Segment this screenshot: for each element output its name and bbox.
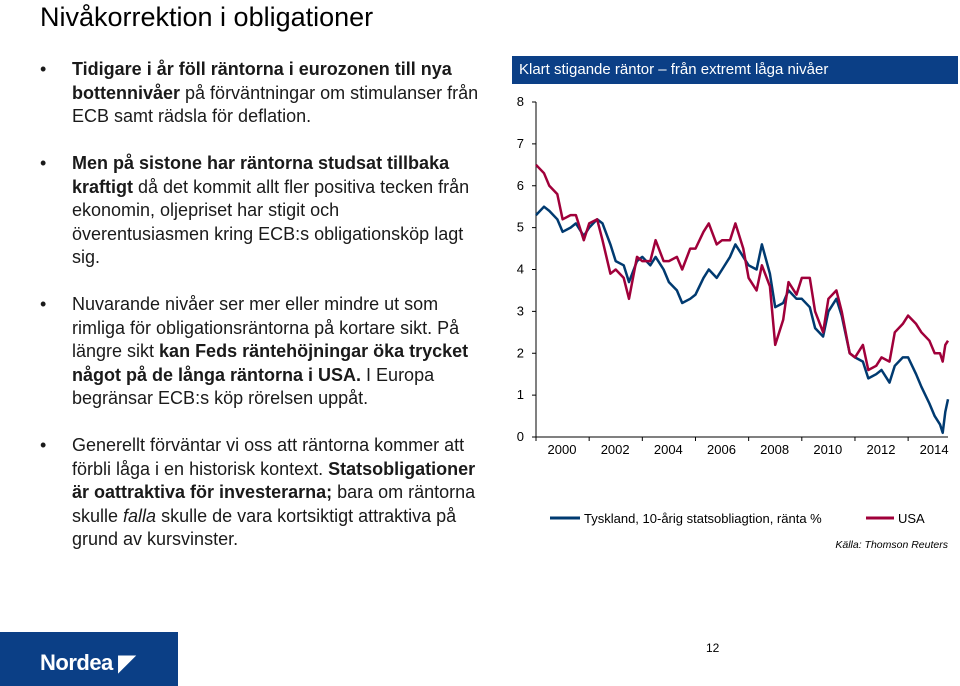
bullet-text-run: kan Feds räntehöjningar öka trycket något på de långa räntorna i USA.	[72, 341, 469, 385]
bullet-text-run: Tidigare i år föll räntorna i eurozonen till nya bottennivåer	[72, 59, 452, 103]
y-tick-label: 7	[516, 135, 524, 151]
legend-label-usa: USA	[898, 511, 925, 526]
x-tick-label: 2010	[813, 442, 843, 457]
legend-label-germany: Tyskland, 10-årig statsobliagtion, ränta %	[584, 511, 822, 526]
y-tick-label: 6	[516, 177, 524, 193]
bullet-dot-icon: •	[40, 294, 47, 314]
bullet-dot-icon: •	[40, 153, 47, 173]
slide-title: Nivåkorrektion i obligationer	[40, 2, 374, 32]
bullet-item	[40, 152, 480, 270]
bullet-text-run: I Europa begränsar ECB:s köp rörelsen uppåt.	[72, 364, 435, 408]
bullet-item	[40, 293, 480, 411]
bullet-item	[40, 434, 480, 552]
bullet-text-run: Statsobligationer är oattraktiva för investerarna;	[72, 458, 476, 502]
bullet-text-run: falla	[123, 505, 157, 526]
bullet-dot-icon: •	[40, 435, 47, 455]
y-tick-label: 2	[516, 345, 524, 361]
footer-background	[178, 632, 960, 686]
bullet-text-run: Nuvarande nivåer ser mer eller mindre ut som rimliga för obligationsräntorna på kortare sikt. På längre sikt	[72, 294, 460, 361]
y-tick-label: 4	[516, 261, 524, 277]
bullet-text-run: skulle de vara kortsiktigt attraktiva på grund av kursvinster.	[72, 505, 457, 549]
page-number: 12	[706, 641, 720, 655]
bullet-item	[40, 58, 480, 129]
bullet-text-run: Men på sistone har räntorna studsat tillbaka kraftigt	[72, 153, 450, 197]
bullet-text-run: på förväntningar om stimulanser från ECB samt rädsla för deflation.	[72, 82, 479, 126]
bullet-text-run: Generellt förväntar vi oss att räntorna kommer att förbli låga i en historisk kontext.	[72, 435, 465, 479]
x-tick-label: 2002	[600, 442, 630, 457]
y-tick-label: 0	[516, 429, 524, 444]
sail-logo-icon: ◤	[112, 650, 135, 675]
bullet-dot-icon: •	[40, 59, 47, 79]
logo-text: Nordea	[40, 650, 113, 675]
nordea-logo	[40, 650, 135, 676]
chart-title: Klart stigande räntor – från extremt låga nivåer	[512, 56, 958, 84]
y-tick-label: 1	[516, 387, 524, 403]
x-tick-label: 2000	[547, 442, 577, 457]
x-tick-label: 2006	[707, 442, 736, 457]
y-tick-label: 3	[516, 303, 524, 319]
x-tick-label: 2012	[866, 442, 896, 457]
y-tick-label: 8	[516, 94, 524, 109]
chart-source: Källa: Thomson Reuters	[835, 539, 948, 551]
bullet-text-run: bara om räntorna skulle	[72, 482, 476, 526]
series-line-usa	[536, 165, 948, 370]
x-tick-label: 2014	[919, 442, 949, 457]
x-tick-label: 2008	[760, 442, 790, 457]
bullet-text-run: då det kommit allt fler positiva tecken från ekonomin, oljepriset har stigit och överentusiasmen kring ECB:s obligationsköp lagt sig.	[72, 176, 470, 267]
rate-chart	[500, 90, 960, 560]
x-tick-label: 2004	[653, 442, 683, 457]
y-tick-label: 5	[516, 219, 524, 235]
